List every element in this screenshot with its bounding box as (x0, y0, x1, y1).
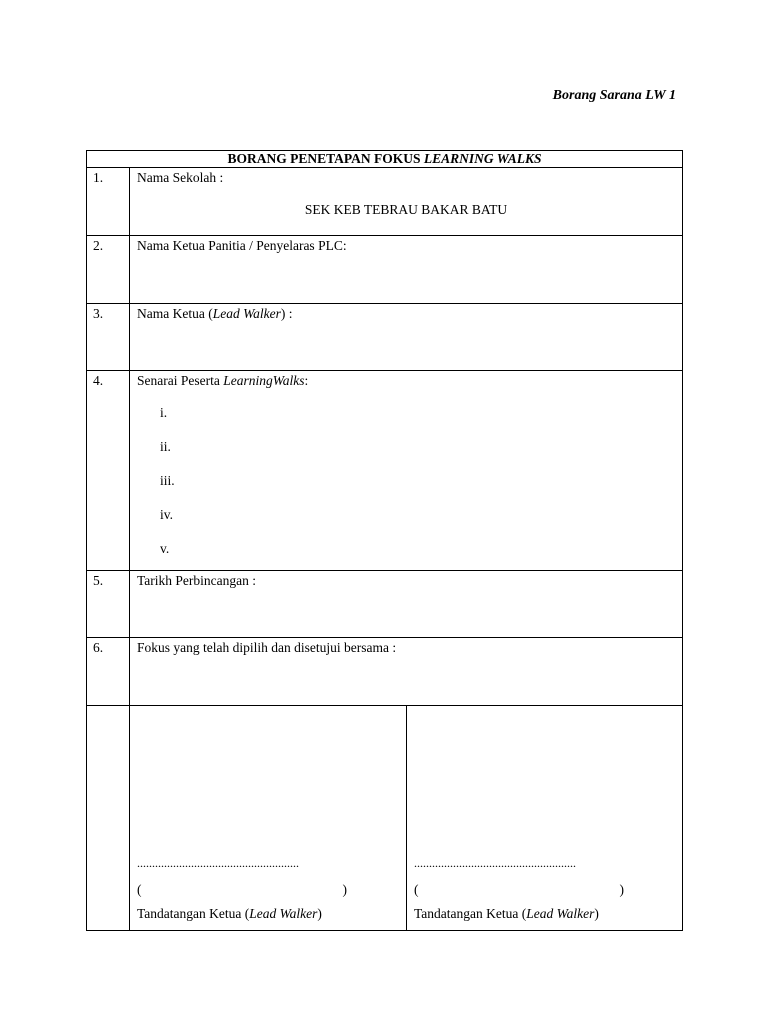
lead-walker-field[interactable] (130, 304, 683, 371)
label-text: Senarai Peserta (137, 373, 224, 388)
row-participants (87, 371, 683, 571)
label-italic: LearningWalks (223, 373, 305, 388)
field-label (137, 306, 675, 322)
row-lead-walker (87, 304, 683, 371)
form-title-text: BORANG PENETAPAN FOKUS (227, 151, 424, 166)
participant-item[interactable]: iv. (160, 507, 173, 522)
field-label (137, 373, 675, 389)
paren-open: ( (137, 882, 142, 897)
discussion-date-field[interactable] (130, 571, 683, 638)
label-text: Nama Ketua ( (137, 306, 213, 321)
caption-text: Tandatangan Ketua ( (414, 906, 527, 921)
participant-item[interactable]: v. (160, 541, 170, 556)
signature-caption (137, 906, 322, 922)
signature-caption (414, 906, 599, 922)
label-text: ) : (280, 306, 293, 321)
signature-line: ...................................................... (137, 856, 299, 870)
row-number: 5. (87, 571, 130, 638)
row-number: 2. (87, 236, 130, 304)
form-title (87, 151, 683, 168)
signature-block-left[interactable] (130, 706, 407, 931)
caption-text: ) (317, 906, 322, 921)
caption-text: Tandatangan Ketua ( (137, 906, 250, 921)
label-italic: Lead Walker (212, 306, 281, 321)
row-number: 1. (87, 168, 130, 236)
form-reference-code: Borang Sarana LW 1 (552, 88, 676, 103)
row-number: 6. (87, 638, 130, 706)
form-table-container (86, 150, 682, 931)
school-name-value: SEK KEB TEBRAU BAKAR BATU (304, 202, 508, 217)
row-number: 4. (87, 371, 130, 571)
field-label: Nama Sekolah : (137, 170, 224, 185)
signature-line: ...................................................... (414, 856, 576, 870)
field-label: Tarikh Perbincangan : (137, 573, 257, 588)
field-label: Nama Ketua Panitia / Penyelaras PLC: (137, 238, 347, 253)
participant-item[interactable]: i. (160, 405, 168, 420)
paren-open: ( (414, 882, 419, 897)
paren-close: ) (619, 882, 624, 897)
field-label: Fokus yang telah dipilih dan disetujui bersama : (137, 640, 397, 655)
caption-text: ) (594, 906, 599, 921)
paren-close: ) (342, 882, 347, 897)
row-number-empty (87, 706, 130, 931)
name-parentheses (137, 882, 347, 898)
panel-head-field[interactable] (130, 236, 683, 304)
row-school (87, 168, 683, 236)
row-number: 3. (87, 304, 130, 371)
form-table (86, 150, 683, 931)
row-focus (87, 638, 683, 706)
participants-field[interactable] (130, 371, 683, 571)
participant-list (137, 396, 675, 566)
row-panel-head (87, 236, 683, 304)
caption-italic: Lead Walker (249, 906, 318, 921)
signature-block-right[interactable] (407, 706, 683, 931)
name-parentheses (414, 882, 624, 898)
label-text: : (304, 373, 309, 388)
form-title-italic: LEARNING WALKS (423, 151, 542, 166)
row-signatures (87, 706, 683, 931)
focus-field[interactable] (130, 638, 683, 706)
participant-item[interactable]: ii. (160, 439, 171, 454)
caption-italic: Lead Walker (526, 906, 595, 921)
participant-item[interactable]: iii. (160, 473, 175, 488)
row-discussion-date (87, 571, 683, 638)
school-field[interactable] (130, 168, 683, 236)
